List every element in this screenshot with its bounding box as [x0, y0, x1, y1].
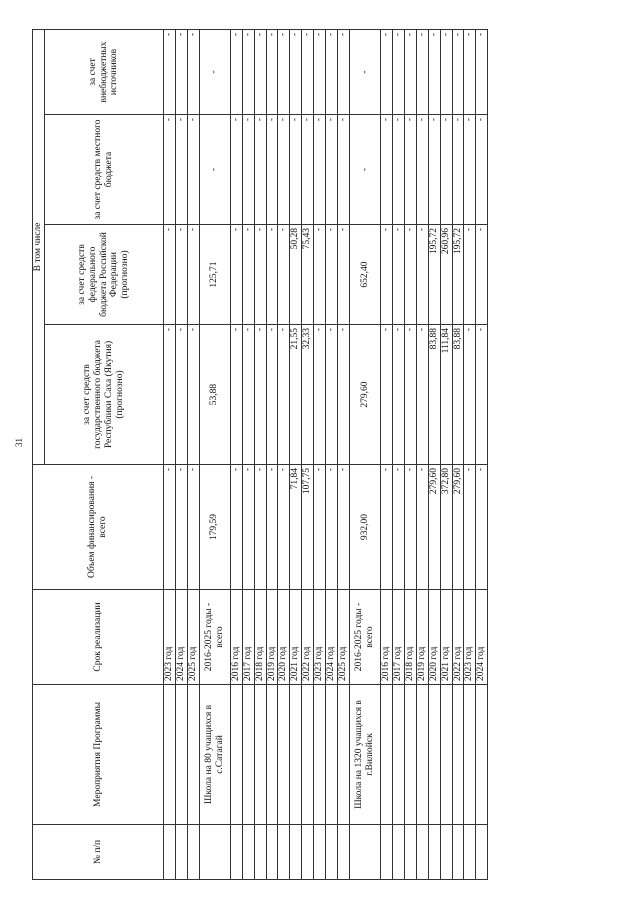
extra-cell: - [404, 29, 416, 114]
period-cell: 2016-2025 годы - всего [349, 590, 380, 685]
total-cell: - [326, 465, 338, 590]
row-number-cell [175, 825, 187, 880]
federal-cell: 195,72 [428, 225, 440, 325]
header-period: Срок реализации [33, 590, 164, 685]
period-cell: 2023 год [464, 590, 476, 685]
period-cell: 2024 год [476, 590, 488, 685]
period-cell: 2020 год [278, 590, 290, 685]
event-cell [464, 685, 476, 825]
period-cell: 2022 год [302, 590, 314, 685]
row-number-cell [254, 825, 266, 880]
header-no: № п/п [33, 825, 164, 880]
federal-cell: - [164, 225, 176, 325]
table-row [464, 29, 476, 879]
row-number-cell [452, 825, 464, 880]
local-cell: - [278, 115, 290, 225]
event-cell [164, 685, 176, 825]
extra-cell: - [266, 29, 278, 114]
federal-cell: - [338, 225, 350, 325]
table-row [266, 29, 278, 879]
federal-cell: - [392, 225, 404, 325]
header-event: Мероприятия Программы [33, 685, 164, 825]
total-cell: 107,75 [302, 465, 314, 590]
row-number-cell [326, 825, 338, 880]
extra-cell: - [187, 29, 199, 114]
event-cell [416, 685, 428, 825]
row-number-cell [266, 825, 278, 880]
state-cell: 83,88 [428, 325, 440, 465]
total-cell: 279,60 [452, 465, 464, 590]
header-extra: за счет внебюджетных источников [44, 29, 163, 114]
table-row [242, 29, 254, 879]
local-cell: - [326, 115, 338, 225]
row-number-cell [404, 825, 416, 880]
total-cell: - [404, 465, 416, 590]
state-cell: 279,60 [349, 325, 380, 465]
period-cell: 2017 год [392, 590, 404, 685]
federal-cell: - [278, 225, 290, 325]
event-cell [476, 685, 488, 825]
table-row [476, 29, 488, 879]
table-row [326, 29, 338, 879]
event-cell [278, 685, 290, 825]
header-volume: Объем финансирования - всего [33, 465, 164, 590]
federal-cell: - [242, 225, 254, 325]
period-cell: 2016 год [230, 590, 242, 685]
period-cell: 2019 год [416, 590, 428, 685]
period-cell: 2018 год [404, 590, 416, 685]
row-number-cell [278, 825, 290, 880]
total-cell: 372,80 [440, 465, 452, 590]
row-number-cell [392, 825, 404, 880]
rotated-table-wrapper [32, 30, 597, 880]
table-row [416, 29, 428, 879]
total-cell: 71,84 [290, 465, 302, 590]
event-cell [338, 685, 350, 825]
table-row [349, 29, 380, 879]
state-cell: 21,55 [290, 325, 302, 465]
federal-cell: 260,96 [440, 225, 452, 325]
extra-cell: - [428, 29, 440, 114]
extra-cell: - [175, 29, 187, 114]
federal-cell: - [187, 225, 199, 325]
row-number-cell [380, 825, 392, 880]
state-cell: - [314, 325, 326, 465]
extra-cell: - [302, 29, 314, 114]
local-cell: - [338, 115, 350, 225]
event-cell [175, 685, 187, 825]
state-cell: - [404, 325, 416, 465]
period-cell: 2024 год [175, 590, 187, 685]
federal-cell: - [380, 225, 392, 325]
row-number-cell [464, 825, 476, 880]
federal-cell: - [254, 225, 266, 325]
header-local: за счет средств местного бюджета [44, 115, 163, 225]
extra-cell: - [164, 29, 176, 114]
total-cell: - [476, 465, 488, 590]
extra-cell: - [338, 29, 350, 114]
state-cell: - [242, 325, 254, 465]
federal-cell: - [326, 225, 338, 325]
event-cell [392, 685, 404, 825]
row-number-cell [164, 825, 176, 880]
table-row [314, 29, 326, 879]
row-number-cell [428, 825, 440, 880]
local-cell: - [392, 115, 404, 225]
table-row [278, 29, 290, 879]
event-cell [242, 685, 254, 825]
header-state: за счет средств государственного бюджета Республики Саха (Якутия) (прогнозно) [44, 325, 163, 465]
federal-cell: 125,71 [199, 225, 230, 325]
extra-cell: - [349, 29, 380, 114]
event-cell: Школа на 80 учащихся в с.Сатагай [199, 685, 230, 825]
table-row [338, 29, 350, 879]
table-body [164, 29, 488, 879]
local-cell: - [254, 115, 266, 225]
total-cell: - [314, 465, 326, 590]
local-cell: - [266, 115, 278, 225]
local-cell: - [199, 115, 230, 225]
event-cell [302, 685, 314, 825]
local-cell: - [404, 115, 416, 225]
federal-cell: 50,28 [290, 225, 302, 325]
state-cell: - [266, 325, 278, 465]
period-cell: 2020 год [428, 590, 440, 685]
federal-cell: - [230, 225, 242, 325]
federal-cell: - [266, 225, 278, 325]
period-cell: 2021 год [290, 590, 302, 685]
total-cell: - [254, 465, 266, 590]
extra-cell: - [230, 29, 242, 114]
local-cell: - [349, 115, 380, 225]
table-row [302, 29, 314, 879]
state-cell: - [326, 325, 338, 465]
row-number-cell [302, 825, 314, 880]
row-number-cell [349, 825, 380, 880]
extra-cell: - [278, 29, 290, 114]
federal-cell: 652,40 [349, 225, 380, 325]
federal-cell: 195,72 [452, 225, 464, 325]
table-row [428, 29, 440, 879]
local-cell: - [440, 115, 452, 225]
event-cell [254, 685, 266, 825]
federal-cell: - [416, 225, 428, 325]
extra-cell: - [290, 29, 302, 114]
row-number-cell [187, 825, 199, 880]
state-cell: 32,33 [302, 325, 314, 465]
period-cell: 2023 год [164, 590, 176, 685]
period-cell: 2017 год [242, 590, 254, 685]
event-cell [380, 685, 392, 825]
extra-cell: - [392, 29, 404, 114]
total-cell: - [175, 465, 187, 590]
event-cell [266, 685, 278, 825]
total-cell: - [164, 465, 176, 590]
state-cell: - [392, 325, 404, 465]
local-cell: - [187, 115, 199, 225]
financing-table [32, 29, 488, 880]
total-cell: 279,60 [428, 465, 440, 590]
table-row [199, 29, 230, 879]
period-cell: 2025 год [187, 590, 199, 685]
period-cell: 2022 год [452, 590, 464, 685]
local-cell: - [464, 115, 476, 225]
local-cell: - [164, 115, 176, 225]
state-cell: - [164, 325, 176, 465]
local-cell: - [175, 115, 187, 225]
state-cell: 83,88 [452, 325, 464, 465]
total-cell: 179,59 [199, 465, 230, 590]
table-row [380, 29, 392, 879]
federal-cell: - [314, 225, 326, 325]
federal-cell: - [404, 225, 416, 325]
federal-cell: - [175, 225, 187, 325]
total-cell: - [392, 465, 404, 590]
table-row [164, 29, 176, 879]
state-cell: 53,88 [199, 325, 230, 465]
row-number-cell [199, 825, 230, 880]
local-cell: - [290, 115, 302, 225]
table-row [452, 29, 464, 879]
period-cell: 2021 год [440, 590, 452, 685]
extra-cell: - [326, 29, 338, 114]
state-cell: - [380, 325, 392, 465]
event-cell [187, 685, 199, 825]
total-cell: - [464, 465, 476, 590]
table-row [392, 29, 404, 879]
total-cell: - [187, 465, 199, 590]
event-cell [428, 685, 440, 825]
extra-cell: - [314, 29, 326, 114]
extra-cell: - [416, 29, 428, 114]
state-cell: - [254, 325, 266, 465]
row-number-cell [290, 825, 302, 880]
event-cell [440, 685, 452, 825]
local-cell: - [314, 115, 326, 225]
extra-cell: - [476, 29, 488, 114]
local-cell: - [380, 115, 392, 225]
event-cell [290, 685, 302, 825]
table-row [187, 29, 199, 879]
event-cell [326, 685, 338, 825]
total-cell: - [242, 465, 254, 590]
local-cell: - [452, 115, 464, 225]
row-number-cell [314, 825, 326, 880]
total-cell: - [278, 465, 290, 590]
local-cell: - [416, 115, 428, 225]
extra-cell: - [242, 29, 254, 114]
local-cell: - [230, 115, 242, 225]
local-cell: - [476, 115, 488, 225]
state-cell: - [187, 325, 199, 465]
page-number: 31 [14, 438, 24, 447]
extra-cell: - [440, 29, 452, 114]
state-cell: - [338, 325, 350, 465]
total-cell: - [380, 465, 392, 590]
total-cell: - [338, 465, 350, 590]
state-cell: - [464, 325, 476, 465]
extra-cell: - [464, 29, 476, 114]
event-cell: Школа на 1320 учащихся в г.Вилюйск [349, 685, 380, 825]
period-cell: 2024 год [326, 590, 338, 685]
header-federal: за счет средств федерального бюджета Российской Федерации (прогнозно) [44, 225, 163, 325]
period-cell: 2023 год [314, 590, 326, 685]
federal-cell: - [476, 225, 488, 325]
state-cell: - [175, 325, 187, 465]
row-number-cell [230, 825, 242, 880]
local-cell: - [242, 115, 254, 225]
extra-cell: - [452, 29, 464, 114]
event-cell [230, 685, 242, 825]
state-cell: - [416, 325, 428, 465]
state-cell: 111,84 [440, 325, 452, 465]
table-row [440, 29, 452, 879]
period-cell: 2025 год [338, 590, 350, 685]
period-cell: 2018 год [254, 590, 266, 685]
row-number-cell [416, 825, 428, 880]
row-number-cell [440, 825, 452, 880]
table-row [230, 29, 242, 879]
federal-cell: 75,43 [302, 225, 314, 325]
period-cell: 2016-2025 годы - всего [199, 590, 230, 685]
table-row [404, 29, 416, 879]
extra-cell: - [199, 29, 230, 114]
total-cell: - [266, 465, 278, 590]
event-cell [314, 685, 326, 825]
local-cell: - [428, 115, 440, 225]
event-cell [404, 685, 416, 825]
state-cell: - [476, 325, 488, 465]
federal-cell: - [464, 225, 476, 325]
total-cell: - [416, 465, 428, 590]
local-cell: - [302, 115, 314, 225]
extra-cell: - [254, 29, 266, 114]
table-row [290, 29, 302, 879]
period-cell: 2016 год [380, 590, 392, 685]
extra-cell: - [380, 29, 392, 114]
total-cell: - [230, 465, 242, 590]
row-number-cell [338, 825, 350, 880]
state-cell: - [278, 325, 290, 465]
period-cell: 2019 год [266, 590, 278, 685]
table-row [175, 29, 187, 879]
event-cell [452, 685, 464, 825]
total-cell: 932,00 [349, 465, 380, 590]
row-number-cell [242, 825, 254, 880]
row-number-cell [476, 825, 488, 880]
header-including: В том числе [33, 29, 45, 464]
table-row [254, 29, 266, 879]
state-cell: - [230, 325, 242, 465]
